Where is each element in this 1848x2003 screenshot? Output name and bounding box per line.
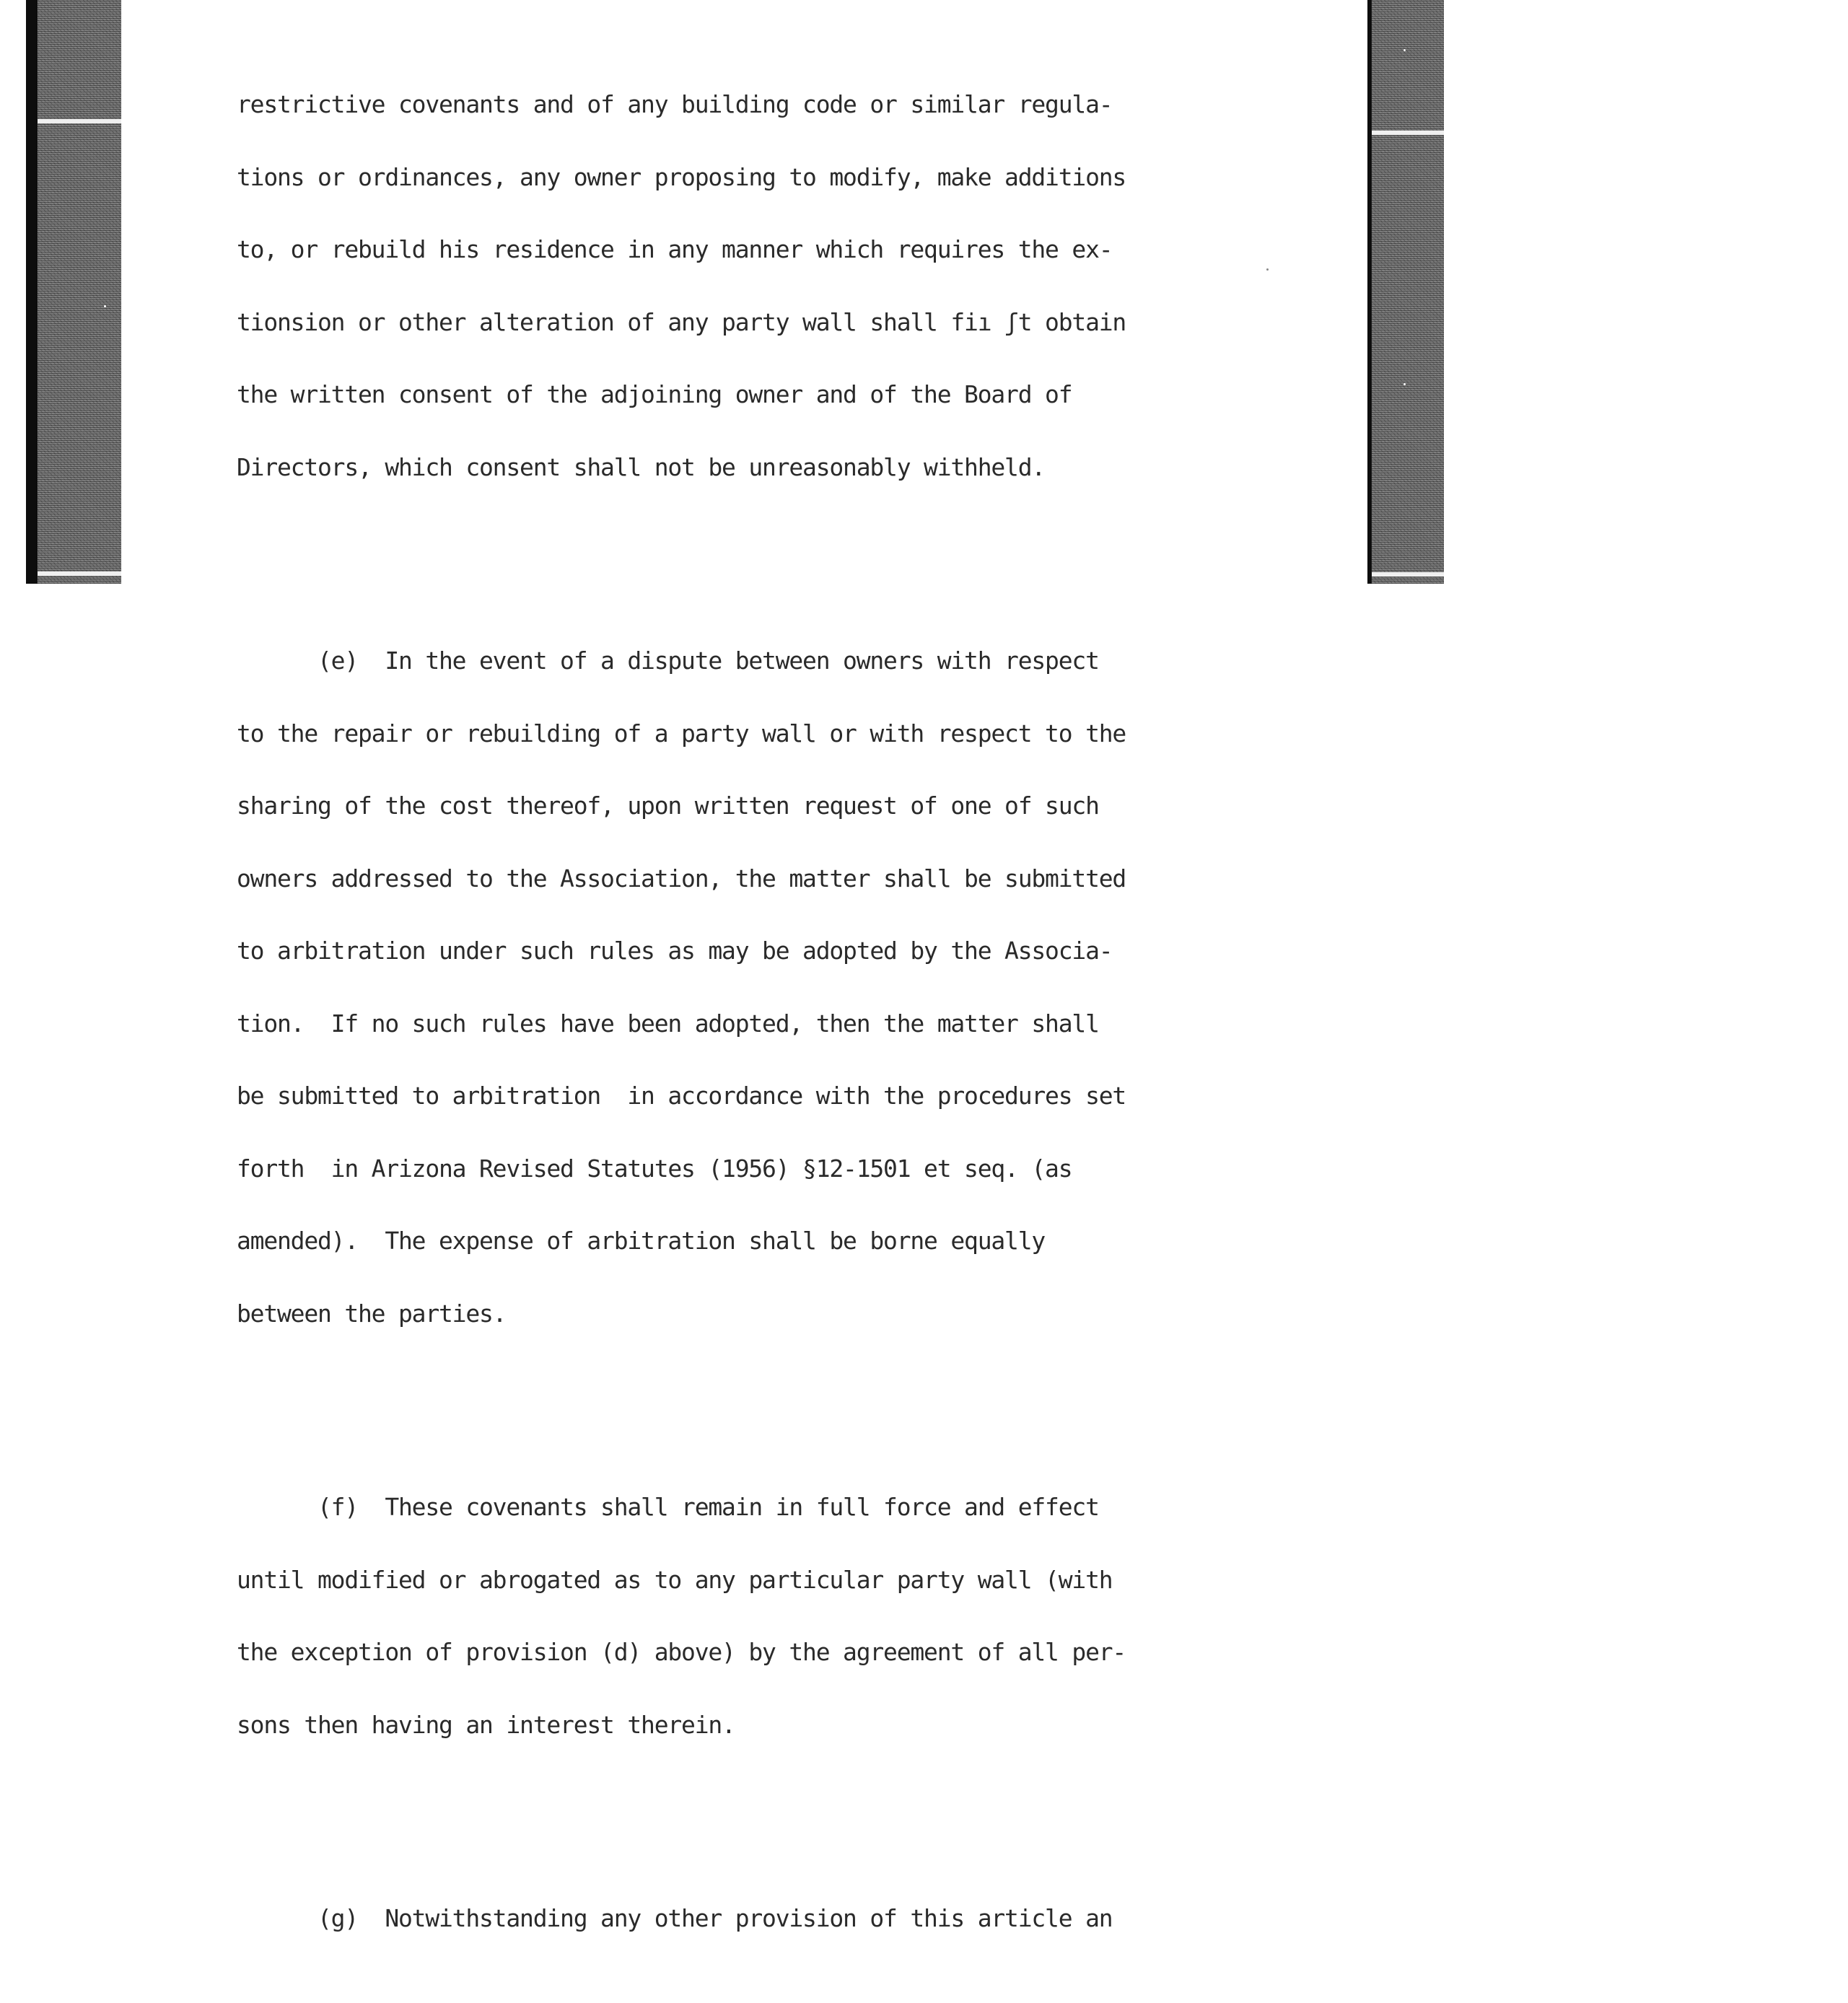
text-line: Directors, which consent shall not be unreasonably withheld. xyxy=(237,452,1046,481)
text-line: tions or ordinances, any owner proposing to modify, make additions xyxy=(237,162,1126,191)
text-line: (f) These covenants shall remain in full force and effect xyxy=(237,1493,1099,1521)
paragraph-e xyxy=(237,600,1247,1374)
text-line: the exception of provision (d) above) by the agreement of all per- xyxy=(237,1638,1126,1666)
text-line: to, or rebuild his residence in any manner which requires the ex- xyxy=(237,235,1113,263)
paragraph-g xyxy=(237,1858,1247,1979)
text-line: (g) Notwithstanding any other provision of this article an xyxy=(237,1904,1113,1932)
text-line: restrictive covenants and of any building code or similar regula- xyxy=(237,90,1113,118)
text-line: to arbitration under such rules as may be adopted by the Associa- xyxy=(237,937,1113,965)
scan-speck xyxy=(104,305,106,307)
scan-speck xyxy=(1266,268,1269,271)
scan-band xyxy=(38,571,121,576)
text-line: tion. If no such rules have been adopted, then the matter shall xyxy=(237,1009,1099,1038)
paragraph-f xyxy=(237,1447,1247,1785)
document-text xyxy=(237,0,1247,2003)
text-line: the written consent of the adjoining owner and of the Board of xyxy=(237,380,1072,408)
text-line: forth in Arizona Revised Statutes (1956) §12-1501 et seq. (as xyxy=(237,1154,1072,1183)
text-line: tionsion or other alteration of any party wall shall fiı ʃt obtain xyxy=(237,307,1126,336)
scan-border-left xyxy=(38,0,121,584)
text-line: to the repair or rebuilding of a party wall or with respect to the xyxy=(237,719,1126,748)
text-line: until modified or abrogated as to any particular party wall (with xyxy=(237,1565,1113,1594)
text-line: owners addressed to the Association, the matter shall be submitted xyxy=(237,864,1126,893)
text-line: (e) In the event of a dispute between owners with respect xyxy=(237,647,1099,675)
scan-border-right xyxy=(1372,0,1444,584)
text-line: between the parties. xyxy=(237,1299,507,1328)
scan-speck xyxy=(1403,383,1406,385)
text-line: sharing of the cost thereof, upon written request of one of such xyxy=(237,792,1099,820)
scan-speck xyxy=(1403,49,1406,51)
paragraph-d-continuation xyxy=(237,44,1247,527)
scan-band xyxy=(38,119,121,123)
text-line: amended). The expense of arbitration shall be borne equally xyxy=(237,1227,1046,1255)
scan-band xyxy=(1372,572,1444,577)
text-line: be submitted to arbitration in accordance with the procedures set xyxy=(237,1082,1126,1110)
text-line: sons then having an interest therein. xyxy=(237,1710,735,1739)
scan-band xyxy=(1372,131,1444,135)
